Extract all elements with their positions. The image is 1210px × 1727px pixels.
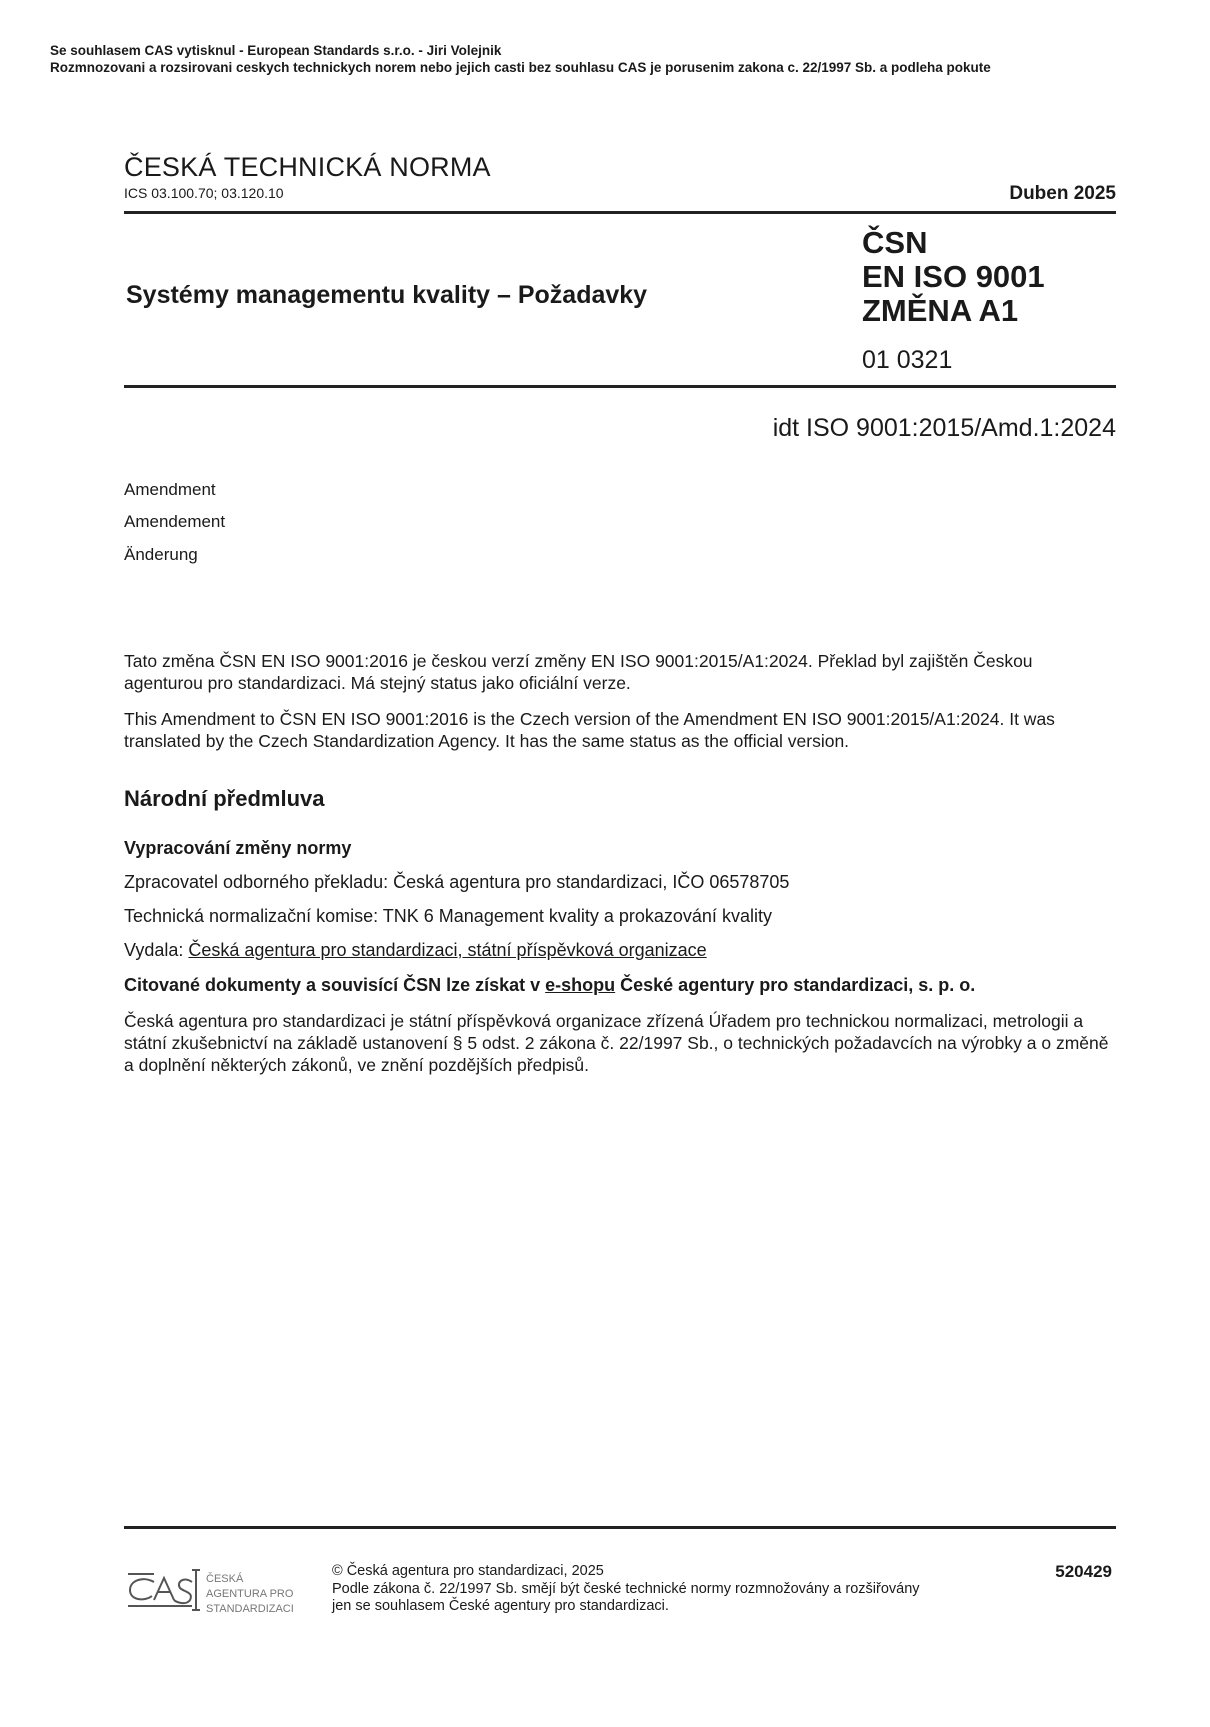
footer-notice-line1: Podle zákona č. 22/1997 Sb. smějí být české technické normy rozmnožovány a rozšiřovány (332, 1580, 920, 1597)
standard-subject: Systémy managementu kvality – Požadavky (126, 281, 648, 309)
language-title-en: Amendment (124, 480, 216, 499)
publisher-link[interactable]: Česká agentura pro standardizaci, státní příspěvková organizace (188, 940, 707, 960)
intro-en: This Amendment to ČSN EN ISO 9001:2016 is the Czech version of the Amendment EN ISO 9001:2015/A1:2024. It was translated by the Czech Standardization Agency. It has the same status as the official version. (124, 709, 1055, 751)
agency-paragraph: Česká agentura pro standardizaci je státní příspěvková organizace zřízená Úřadem pro technickou normalizaci, metrologii a státní zkušebnictví na základě ustanovení § 5 odst. 2 zákona č. 22/1997 Sb., o technických požadavcích na výrobky a o změně a doplnění některých zákonů, ve znění pozdějších předpisů. (124, 1011, 1109, 1075)
csn-line1: ČSN (862, 225, 928, 260)
ics-codes: ICS 03.100.70; 03.120.10 (124, 185, 284, 201)
norm-title: ČESKÁ TECHNICKÁ NORMA (124, 152, 491, 182)
csn-number: 01 0321 (862, 346, 953, 374)
language-title-de: Änderung (124, 545, 198, 564)
issue-date: Duben 2025 (1009, 183, 1116, 204)
publisher-prefix: Vydala: (124, 940, 189, 960)
eshop-suffix: České agentury pro standardizaci, s. p. o. (615, 975, 976, 995)
logo-text-line1: ČESKÁ (206, 1573, 244, 1585)
csn-designation (862, 226, 1045, 328)
document-number: 520429 (1055, 1562, 1112, 1581)
footer-copyright: © Česká agentura pro standardizaci, 2025 (332, 1563, 604, 1579)
eshop-link[interactable]: e-shopu (545, 975, 616, 995)
language-title-fr: Amendement (124, 512, 226, 531)
intro-cz: Tato změna ČSN EN ISO 9001:2016 je českou verzí změny EN ISO 9001:2015/A1:2024. Překlad byl zajištěn Českou agenturou pro standardizaci. Má stejný status jako oficiální verze. (124, 651, 1033, 693)
divider-top (124, 211, 1116, 214)
foreword-subtitle: Vypracování změny normy (124, 838, 352, 858)
footer-notice-line2: jen se souhlasem České agentury pro standardizaci. (332, 1598, 669, 1614)
cas-logo (124, 1560, 304, 1620)
divider-footer (124, 1526, 1116, 1529)
logo-text-line2: AGENTURA PRO (206, 1588, 294, 1600)
eshop-line (124, 975, 975, 996)
csn-line2: EN ISO 9001 (862, 259, 1045, 294)
foreword-title: Národní předmluva (124, 786, 325, 811)
divider-middle (124, 385, 1116, 388)
csn-line3: ZMĚNA A1 (862, 293, 1019, 328)
logo-text-line3: STANDARDIZACI (206, 1603, 294, 1615)
footer-notice (332, 1563, 920, 1616)
translator-line: Zpracovatel odborného překladu: Česká agentura pro standardizaci, IČO 06578705 (124, 872, 790, 892)
header-notice-line1: Se souhlasem CAS vytisknul - European Standards s.r.o. - Jiri Volejnik (50, 43, 502, 58)
idt-reference: idt ISO 9001:2015/Amd.1:2024 (772, 414, 1116, 442)
eshop-prefix: Citované dokumenty a souvisící ČSN lze získat v (124, 975, 546, 995)
committee-line: Technická normalizační komise: TNK 6 Management kvality a prokazování kvality (124, 906, 772, 926)
publisher-line (124, 940, 707, 961)
cas-logo-icon (124, 1560, 304, 1620)
header-notice-line2: Rozmnozovani a rozsirovani ceskych technickych norem nebo jejich casti bez souhlasu CAS je porusenim zakona c. 22/1997 Sb. a podleha pokute (50, 60, 991, 75)
